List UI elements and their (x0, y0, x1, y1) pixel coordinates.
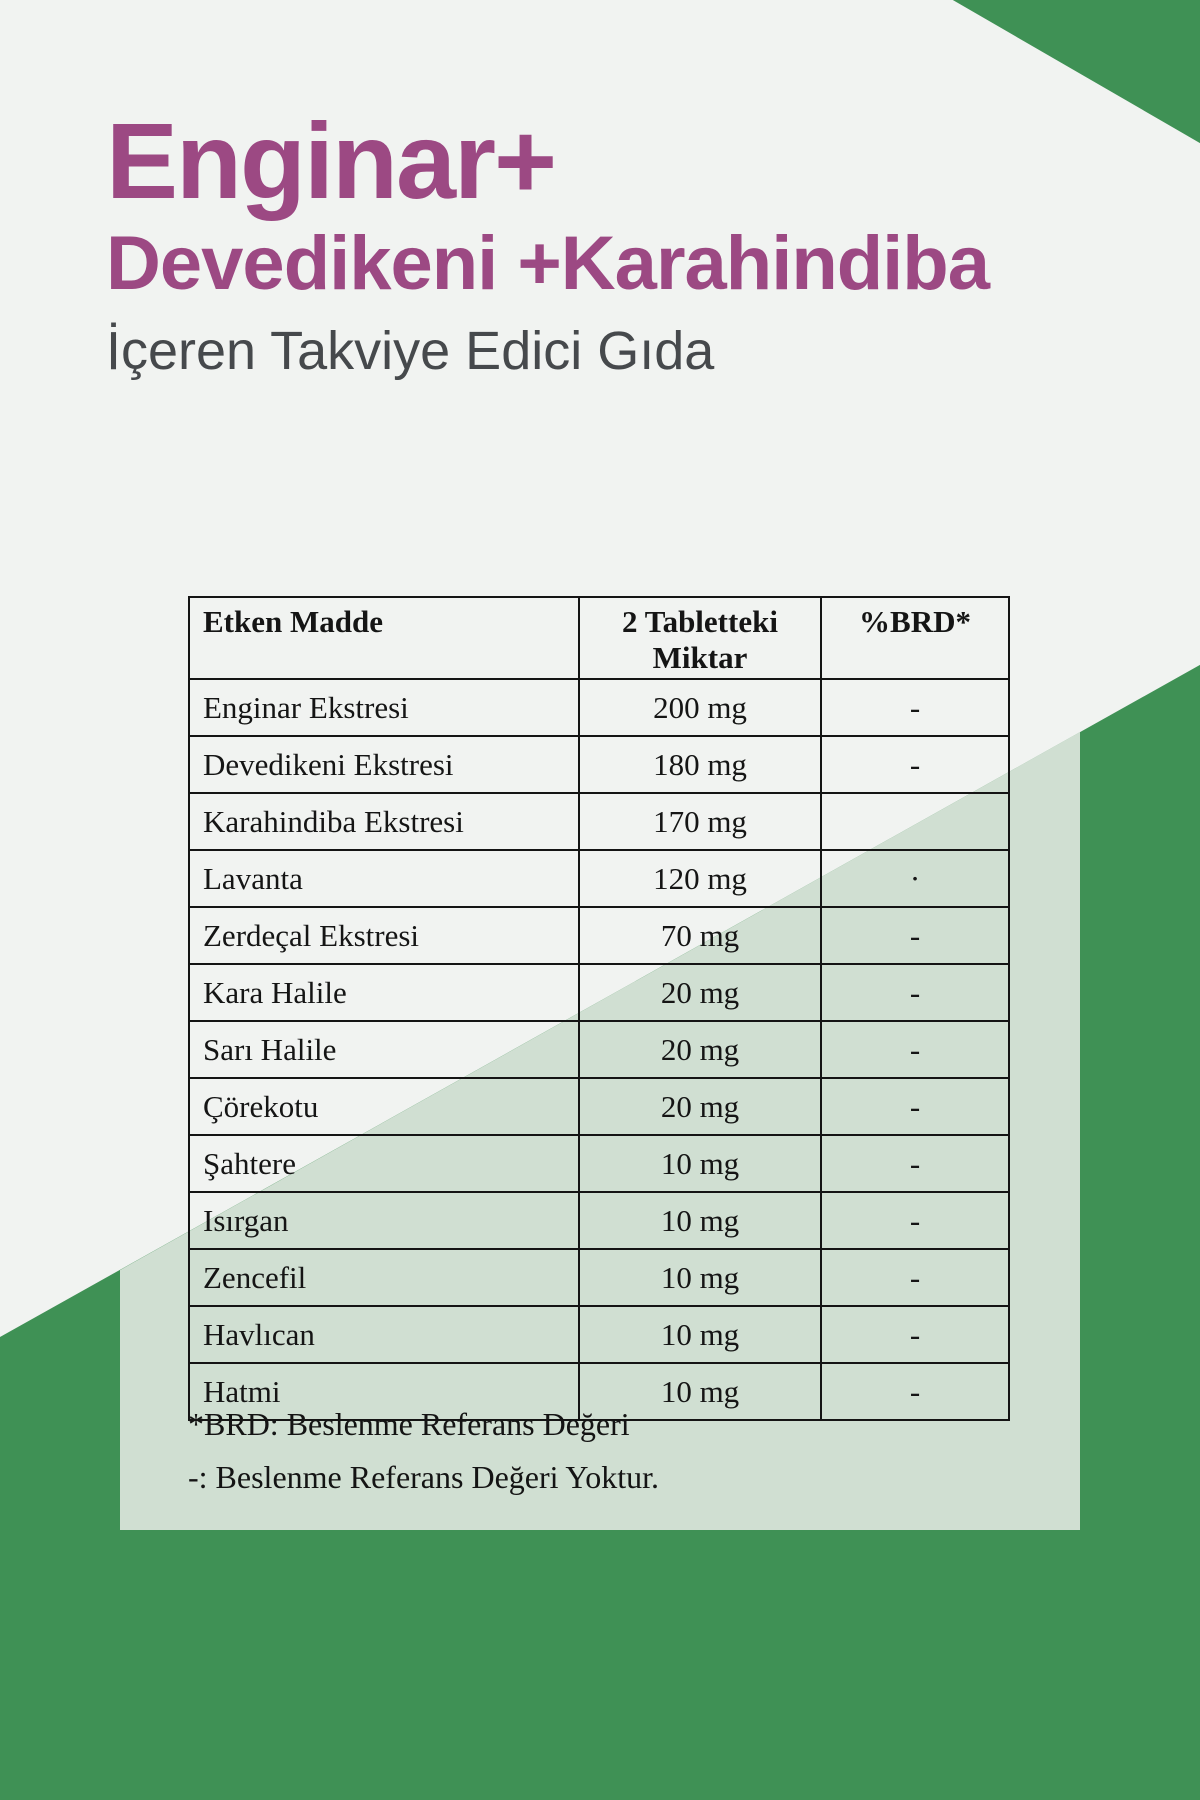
table-row (189, 736, 1009, 793)
table-row (189, 907, 1009, 964)
ingredient-brd: - (821, 736, 1009, 793)
ingredient-amount: 200 mg (579, 679, 821, 736)
ingredient-name: Zencefil (189, 1249, 579, 1306)
table-row (189, 1078, 1009, 1135)
table-row (189, 964, 1009, 1021)
footnote-brd-definition: *BRD: Beslenme Referans Değeri (188, 1406, 630, 1442)
ingredient-brd: - (821, 679, 1009, 736)
ingredient-brd: - (821, 1078, 1009, 1135)
ingredient-name: Kara Halile (189, 964, 579, 1021)
ingredient-brd (821, 793, 1009, 850)
table-row (189, 793, 1009, 850)
ingredient-brd: - (821, 1135, 1009, 1192)
table-row (189, 1192, 1009, 1249)
ingredient-amount: 180 mg (579, 736, 821, 793)
ingredients-table-header (189, 597, 1009, 679)
table-row (189, 1249, 1009, 1306)
ingredient-amount: 20 mg (579, 1021, 821, 1078)
header-row (189, 597, 1009, 679)
ingredient-amount: 10 mg (579, 1192, 821, 1249)
ingredient-amount: 20 mg (579, 1078, 821, 1135)
ingredient-brd: · (821, 850, 1009, 907)
table-row (189, 1021, 1009, 1078)
header-amount: 2 Tabletteki Miktar (579, 597, 821, 679)
header-ingredient: Etken Madde (189, 597, 579, 679)
ingredient-brd: - (821, 907, 1009, 964)
ingredients-table-body (189, 679, 1009, 1420)
ingredient-name: Isırgan (189, 1192, 579, 1249)
ingredient-name: Zerdeçal Ekstresi (189, 907, 579, 964)
ingredient-brd: - (821, 1363, 1009, 1420)
ingredient-amount: 10 mg (579, 1306, 821, 1363)
product-title-line1: Enginar+ (106, 100, 556, 221)
ingredient-amount: 120 mg (579, 850, 821, 907)
header-brd: %BRD* (821, 597, 1009, 679)
table-row (189, 679, 1009, 736)
ingredients-table (188, 596, 1010, 1421)
ingredient-name: Şahtere (189, 1135, 579, 1192)
ingredient-name: Devedikeni Ekstresi (189, 736, 579, 793)
product-subtitle: İçeren Takviye Edici Gıda (106, 321, 715, 381)
ingredient-name: Çörekotu (189, 1078, 579, 1135)
ingredient-brd: - (821, 1249, 1009, 1306)
ingredient-name: Karahindiba Ekstresi (189, 793, 579, 850)
ingredient-amount: 70 mg (579, 907, 821, 964)
ingredient-name: Sarı Halile (189, 1021, 579, 1078)
product-title-line2: Devedikeni +Karahindiba (106, 221, 989, 306)
ingredient-name: Hatmi (189, 1363, 579, 1420)
ingredient-amount: 20 mg (579, 964, 821, 1021)
ingredient-amount: 10 mg (579, 1135, 821, 1192)
footnote-dash-definition: -: Beslenme Referans Değeri Yoktur. (188, 1459, 660, 1495)
ingredient-brd: - (821, 964, 1009, 1021)
table-row (189, 1306, 1009, 1363)
ingredient-amount: 10 mg (579, 1363, 821, 1420)
ingredient-brd: - (821, 1306, 1009, 1363)
ingredient-name: Havlıcan (189, 1306, 579, 1363)
table-row (189, 1135, 1009, 1192)
ingredient-name: Lavanta (189, 850, 579, 907)
ingredient-brd: - (821, 1192, 1009, 1249)
ingredient-name: Enginar Ekstresi (189, 679, 579, 736)
ingredient-amount: 10 mg (579, 1249, 821, 1306)
ingredient-brd: - (821, 1021, 1009, 1078)
ingredient-amount: 170 mg (579, 793, 821, 850)
table-row (189, 850, 1009, 907)
